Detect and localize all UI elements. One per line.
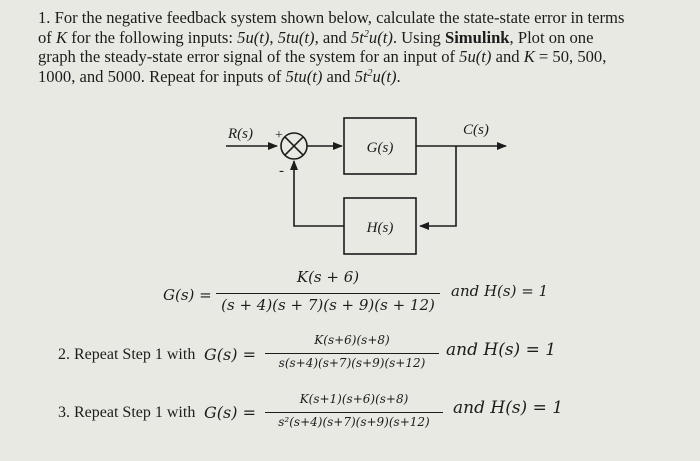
text-run: .	[396, 66, 401, 86]
eq3-numerator: K(s+1)(s+6)(s+8)	[299, 392, 409, 406]
text-run: u(t)	[372, 66, 397, 86]
text-run: = 50, 500,	[534, 47, 607, 66]
text-run: ,	[269, 27, 278, 47]
k-variable: K	[55, 27, 68, 47]
simulink-word: Simulink	[444, 27, 510, 47]
text-run: 5t	[350, 27, 364, 47]
eq1-numerator: K(s + 6)	[296, 268, 360, 286]
eq2-lhs: G(s) =	[204, 345, 256, 364]
feedback-block-label: H(s)	[366, 220, 394, 236]
eq1-lhs: G(s) =	[163, 286, 212, 304]
text-run: of	[38, 27, 56, 47]
eq2-numerator: K(s+6)(s+8)	[314, 333, 390, 347]
text-run: u(t)	[368, 27, 393, 47]
eq3-fraction-bar	[265, 412, 443, 413]
input-ramp: 5tu(t)	[285, 66, 323, 86]
eq1-rhs: and H(s) = 1	[451, 282, 549, 300]
text-run: for the following inputs:	[67, 27, 238, 47]
eq1-denominator: (s + 4)(s + 7)(s + 9)(s + 12)	[221, 296, 435, 314]
text-run: , Plot on one	[509, 27, 594, 47]
text-run: , and	[314, 27, 351, 47]
k-variable: K	[523, 47, 535, 66]
output-label: C(s)	[463, 122, 489, 138]
exponent: 2	[363, 28, 369, 40]
input-label: R(s)	[228, 126, 253, 142]
input-step: 5u(t)	[459, 47, 492, 66]
text-run: 1000, and 5000. Repeat for inputs of	[38, 66, 286, 86]
minus-sign: -	[279, 163, 284, 179]
eq3-denominator: s²(s+4)(s+7)(s+9)(s+12)	[278, 415, 430, 429]
step-3-text: 3. Repeat Step 1 with	[58, 404, 196, 421]
problem-line-1-text: 1. For the negative feedback system shown below, calculate the state-state error in terms	[38, 8, 625, 27]
forward-block-label: G(s)	[366, 140, 394, 156]
input-step: 5u(t)	[237, 27, 270, 47]
text-run: graph the steady-state error signal of the system for an input of	[38, 47, 460, 66]
eq3-rhs: and H(s) = 1	[453, 398, 564, 418]
eq3-lhs: G(s) =	[204, 403, 256, 422]
text-run: and	[491, 47, 524, 66]
input-ramp: 5tu(t)	[277, 27, 315, 47]
eq2-denominator: s(s+4)(s+7)(s+9)(s+12)	[278, 356, 426, 370]
exponent: 2	[367, 67, 373, 79]
plus-sign: +	[275, 128, 283, 143]
eq2-rhs: and H(s) = 1	[446, 340, 557, 360]
text-run: and	[322, 66, 355, 86]
text-run: 5t	[354, 66, 368, 86]
step-2-text: 2. Repeat Step 1 with	[58, 346, 196, 363]
text-run: . Using	[392, 27, 445, 47]
